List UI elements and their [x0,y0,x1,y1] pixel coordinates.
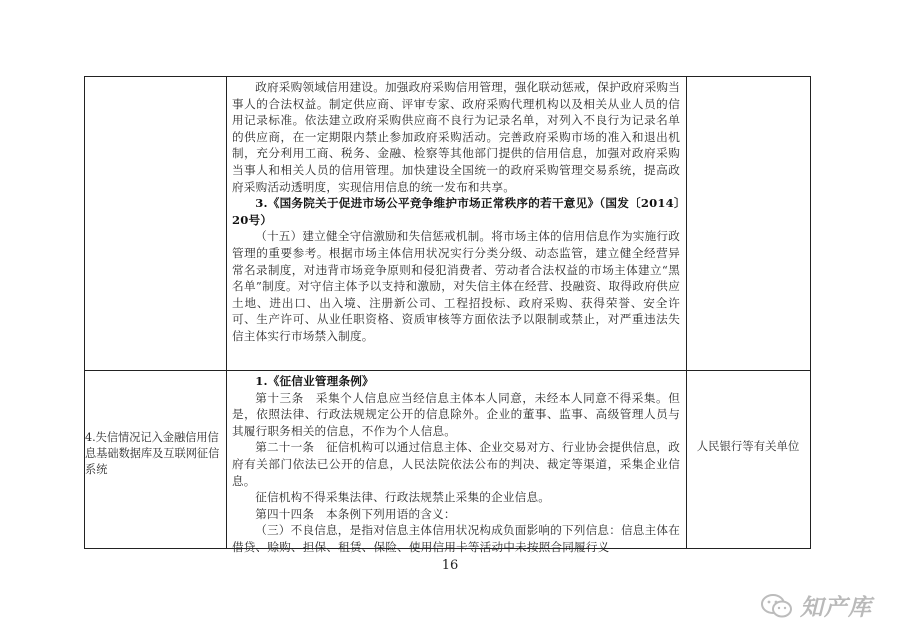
page-number: 16 [441,558,459,573]
watermark-text: 知产库 [800,595,872,621]
row1-clause: （十五）建立健全守信激励和失信惩戒机制。将市场主体的信用信息作为实施行政管理的重要参考。根据市场主体信用状况实行分类分级、动态监管，建立健全经营异常名录制度，对违背市场竞争原则和侵犯消费者、劳动者合法权益的市场主体建立“黑名单”制度。对守信主体予以支持和激励，对失信主体在经营、投融资、取得政府供应土地、进出口、出入境、注册新公司、工程招投标、政府采购、获得荣誉、安全许可、生产许可、从业任职资格、资质审核等方面依法予以限制或禁止，对严重违法失信主体实行市场禁入制度。 [232,229,680,343]
table-row-divider [84,370,810,371]
row1-law-heading: 3.《国务院关于促进市场公平竞争维护市场正常秩序的若干意见》（国发〔2014〕20号） [232,196,680,227]
watermark [760,589,872,622]
row1-paragraph: 政府采购领域信用建设。加强政府采购信用管理，强化联动惩戒，保护政府采购当事人的合法权益。制定供应商、评审专家、政府采购代理机构以及相关从业人员的信用记录标准。依法建立政府采购供应商不良行为记录名单，对列入不良行为记录名单的供应商，在一定期限内禁止参加政府采购活动。完善政府采购市场的准入和退出机制，充分利用工商、税务、金融、检察等其他部门提供的信用信息，加强对政府采购当事人和相关人员的信用管理。加快建设全国统一的政府采购管理交易系统，提高政府采购活动透明度，实现信用信息的统一发布和共享。 [232,80,680,194]
row2-paragraph: 第十三条 采集个人信息应当经信息主体本人同意，未经本人同意不得采集。但是，依照法律、行政法规规定公开的信息除外。企业的董事、监事、高级管理人员与其履行职务相关的信息，不作为个人信息。 [232,390,680,438]
row2-law-heading: 1.《征信业管理条例》 [255,374,374,388]
row2-paragraph: 第二十一条 征信机构可以通过信息主体、企业交易对方、行业协会提供信息，政府有关部门依法已公开的信息，人民法院依法公布的判决、裁定等渠道，采集企业信息。 [232,440,680,488]
row1-content [232,79,680,345]
row2-content [232,373,680,556]
table-top-border [84,76,810,77]
row2-paragraph: 第四十四条 本条例下列用语的含义： [255,506,456,521]
table-left-border [84,76,85,549]
table-right-border [810,76,811,549]
row2-item-label: 4.失信情况记入金融信用信息基础数据库及互联网征信系统 [85,431,220,476]
wechat-icon [760,593,794,619]
row2-department: 人民银行等有关单位 [696,439,800,453]
row2-paragraph: 征信机构不得采集法律、行政法规禁止采集的企业信息。 [255,490,551,505]
table-col-divider-2 [686,76,687,549]
row2-paragraph: （三）不良信息，是指对信息主体信用状况构成负面影响的下列信息：信息主体在借贷、赊购、担保、租赁、保险、使用信用卡等活动中未按照合同履行义 [232,523,680,554]
table-col-divider-1 [226,76,227,549]
